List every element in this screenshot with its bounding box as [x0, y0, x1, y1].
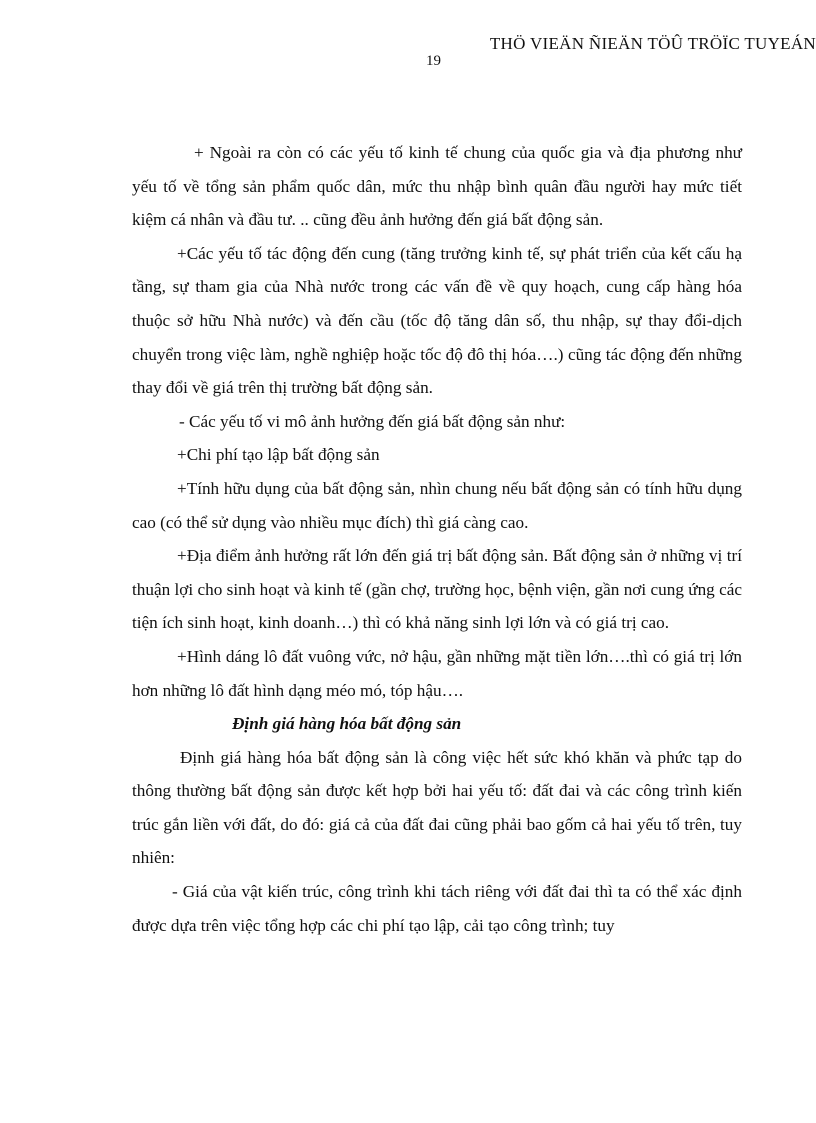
paragraph-usefulness: +Tính hữu dụng của bất động sản, nhìn chung nếu bất động sản có tính hữu dụng cao (có thể sử dụng vào nhiều mục đích) thì giá càng cao.	[132, 478, 742, 532]
paragraph-valuation-intro: Định giá hàng hóa bất động sản là công việc hết sức khó khăn và phức tạp do thông thường bất động sản được kết hợp bởi hai yếu tố: đất đai và các công trình kiến trúc gắn liền với đất, do đó: giá cả của đất đai cũng phải bao gốm cả hai yếu tố trên, tuy nhiên:	[132, 747, 742, 868]
paragraph-supply-demand-factors: +Các yếu tố tác động đến cung (tăng trưởng kinh tế, sự phát triển của kết cấu hạ tầng, sự tham gia của Nhà nước trong các vấn đề về quy hoạch, cung cấp hàng hóa thuộc sở hữu Nhà nước) và đến cầu (tốc độ tăng dân số, thu nhập, sự thay đổi-dịch chuyển trong việc làm, nghề nghiệp hoặc tốc độ đô thị hóa….) cũng tác động đến những thay đổi về giá trên thị trường bất động sản.	[132, 243, 742, 398]
paragraph-general-economic-factors: + Ngoài ra còn có các yếu tố kinh tế chung của quốc gia và địa phương như yếu tố về tổng sản phẩm quốc dân, mức thu nhập bình quân đầu người hay mức tiết kiệm cá nhân và đầu tư. .. cũng đều ảnh hưởng đến giá bất động sản.	[132, 143, 742, 230]
paragraph-micro-factors-intro: - Các yếu tố vi mô ảnh hưởng đến giá bất động sản như:	[179, 411, 566, 431]
paragraph-building-price: - Giá của vật kiến trúc, công trình khi tách riêng với đất đai thì ta có thể xác định được dựa trên việc tổng hợp các chi phí tạo lập, cải tạo công trình; tuy	[132, 882, 742, 935]
document-body	[132, 136, 742, 942]
section-heading: Định giá hàng hóa bất động sản	[232, 714, 462, 734]
paragraph-location: +Địa điểm ảnh hưởng rất lớn đến giá trị bất động sản. Bất động sản ở những vị trí thuận lợi cho sinh hoạt và kinh tế (gần chợ, trường học, bệnh viện, gần nơi cung ứng các tiện ích sinh hoạt, kinh doanh…) thì có khả năng sinh lợi lớn và có giá trị cao.	[132, 546, 742, 633]
page-number: 19	[426, 53, 441, 69]
paragraph-lot-shape: +Hình dáng lô đất vuông vức, nở hậu, gần những mặt tiền lớn….thì có giá trị lớn hơn những lô đất hình dạng méo mó, tóp hậu….	[132, 646, 742, 700]
paragraph-creation-cost: +Chi phí tạo lập bất động sản	[177, 445, 380, 465]
document-header-title: THÖ VIEÄN ÑIEÄN TÖÛ TRÖÏC TUYEÁN	[489, 34, 816, 53]
